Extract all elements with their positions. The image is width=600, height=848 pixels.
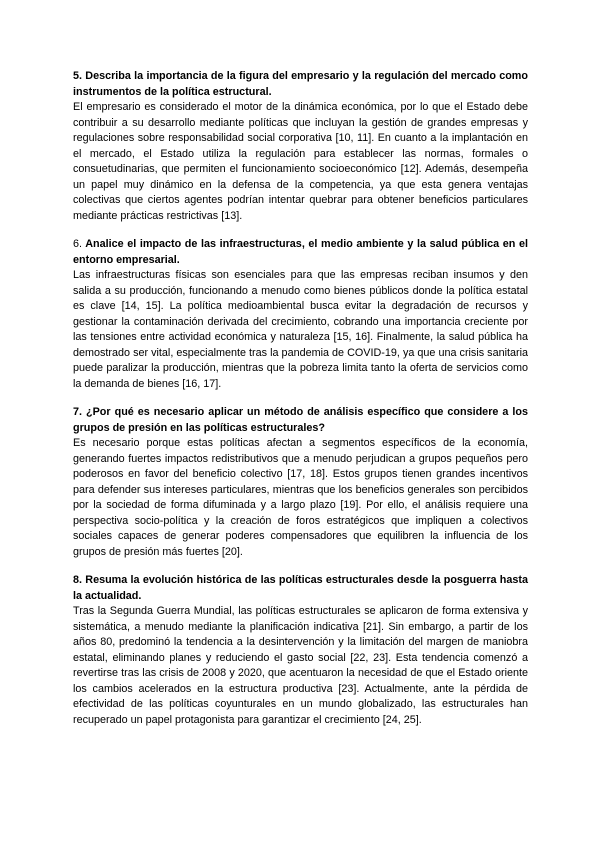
question-6-answer: Las infraestructuras físicas son esenciales para que las empresas reciban insumos y den salida a su producción, funcionando a menudo como bienes públicos donde la política estatal es clave [14, 15]. La política medioambiental busca evitar la degradación de recursos y gestionar la contaminación derivada del crecimiento, cobrando una importancia creciente por las tensiones entre actividad económica y naturaleza [15, 16]. Finalmente, la salud pública ha demostrado ser vital, especialmente tras la pandemia de COVID-19, ya que una crisis sanitaria puede paralizar la producción, mientras que la pobreza limita tanto la oferta de servicios como la demanda de bienes [16, 17]. bbox=[73, 269, 528, 390]
question-6 bbox=[73, 237, 528, 392]
question-6-title: Analice el impacto de las infraestructuras, el medio ambiente y la salud pública en el entorno empresarial. bbox=[73, 238, 528, 266]
question-5-answer: El empresario es considerado el motor de la dinámica económica, por lo que el Estado debe contribuir a su desarrollo mediante políticas que incluyan la gestión de grandes empresas y regulaciones sobre responsabilidad social corporativa [10, 11]. En cuanto a la implantación en el mercado, el Estado utiliza la regulación para establecer las normas, formales o consuetudinarias, que permiten el funcionamiento socioeconómico [12]. Además, desempeña un papel muy dinámico en la defensa de la competencia, ya que esta genera ventajas colectivas que ciertos agentes podrían intentar quebrar para obtener beneficios particulares mediante prácticas restrictivas [13]. bbox=[73, 101, 528, 222]
question-8-heading bbox=[73, 573, 528, 604]
question-7-number: 7. bbox=[73, 406, 83, 418]
question-8-answer: Tras la Segunda Guerra Mundial, las políticas estructurales se aplicaron de forma extensiva y sistemática, a menudo mediante la planificación indicativa [21]. Sin embargo, a partir de los años 80, predominó la tendencia a la desintervención y la limitación del margen de maniobra estatal, eliminando planes y reduciendo el gasto social [22, 23]. Esta tendencia comenzó a revertirse tras las crisis de 2008 y 2020, que acentuaron la necesidad de que el Estado oriente los cambios acelerados en la estructura productiva [23]. Actualmente, ante la pérdida de efectividad de las políticas coyunturales en un mundo globalizado, las estructurales han recuperado un papel protagonista para garantizar el crecimiento [24, 25]. bbox=[73, 605, 528, 726]
document-content bbox=[73, 69, 528, 741]
question-6-heading bbox=[73, 237, 528, 268]
question-7-heading bbox=[73, 405, 528, 436]
question-5-title: Describa la importancia de la figura del empresario y la regulación del mercado como instrumentos de la política estructural. bbox=[73, 70, 529, 98]
question-8 bbox=[73, 573, 528, 728]
question-5-heading bbox=[73, 69, 528, 100]
question-5-number: 5. bbox=[73, 70, 83, 82]
question-7-title: ¿Por qué es necesario aplicar un método de análisis específico que considere a los grupos de presión en las políticas estructurales? bbox=[73, 406, 528, 434]
question-6-number: 6. bbox=[73, 238, 83, 250]
question-8-number: 8. bbox=[73, 574, 83, 586]
question-5 bbox=[73, 69, 528, 224]
question-7-answer: Es necesario porque estas políticas afectan a segmentos específicos de la economía, generando fuertes impactos redistributivos que a menudo perjudican a grupos pequeños pero poderosos en favor del beneficio colectivo [17, 18]. Estos grupos tienen grandes incentivos para defender sus intereses particulares, mientras que los beneficios generales son percibidos por la sociedad de forma difuminada y a largo plazo [19]. Por ello, el análisis requiere una perspectiva socio-política y la creación de foros estratégicos que impliquen a colectivos sociales capaces de generar poderes compensadores que equilibren la influencia de los grupos de presión más fuertes [20]. bbox=[73, 437, 528, 558]
question-8-title: Resuma la evolución histórica de las políticas estructurales desde la posguerra hasta la actualidad. bbox=[73, 574, 528, 602]
question-7 bbox=[73, 405, 528, 560]
